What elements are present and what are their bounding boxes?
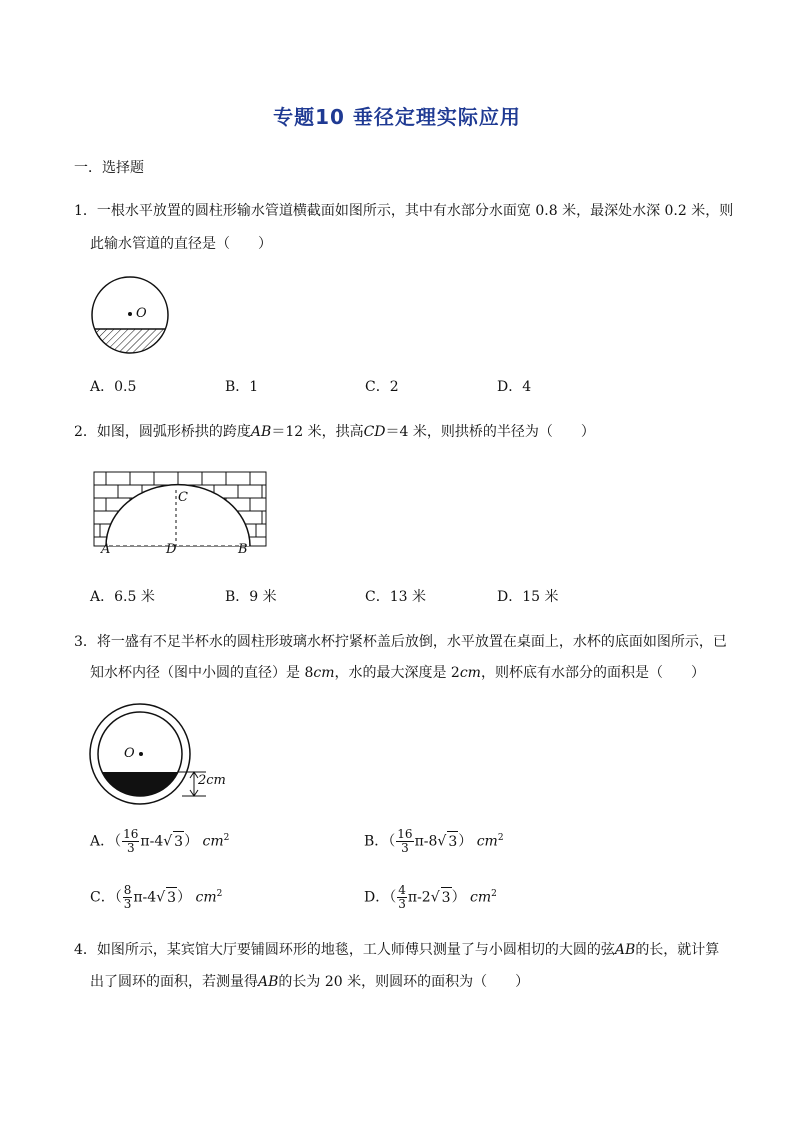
q2-text-part2: ＝12 米，拱高: [271, 424, 364, 440]
q4-text-part3: 出了圆环的面积，若测量得: [90, 974, 258, 990]
q3-unit-2: cm: [459, 665, 481, 681]
q3-unit-1: cm: [313, 665, 335, 681]
fraction: [397, 884, 407, 911]
q2-text-line1: [74, 422, 595, 442]
q1-option-b[interactable]: B．1: [225, 379, 259, 395]
q1-text-line1: 1．一根水平放置的圆柱形输水管道横截面如图所示，其中有水部分水面宽 0.8 米，最深处水深 0.2 米，则: [74, 203, 734, 219]
q4-text-part2: 的长，就计算: [635, 942, 720, 958]
q2-option-c[interactable]: C．13 米: [365, 589, 426, 605]
q3-text-part3: ，则杯底有水部分的面积是（ ）: [480, 665, 705, 681]
section-heading: 一．选择题: [74, 160, 144, 176]
q4-text-line2: [90, 972, 529, 992]
numerator: 16: [397, 827, 413, 842]
q3-option-b[interactable]: B．（ $\frac{16}{3}$ π-8√ 3） $cm^2$: [364, 827, 504, 856]
center-dot: [139, 752, 143, 756]
q2-label-c: C: [178, 490, 188, 505]
q2-text-part3: ＝4 米，则拱桥的半径为（ ）: [385, 424, 595, 440]
option-exponent: 2: [223, 833, 230, 843]
denominator: 3: [126, 841, 135, 856]
q1-center-label: O: [136, 306, 147, 321]
q2-text-part1: 2．如图，圆弧形桥拱的跨度: [74, 424, 251, 440]
option-mid: π-4: [140, 833, 164, 850]
numerator: 16: [123, 827, 139, 842]
q2-option-d[interactable]: D．15 米: [497, 589, 559, 605]
option-unit: cm: [202, 833, 224, 850]
q2-option-a[interactable]: A．6.5 米: [90, 589, 155, 605]
radicand: 3: [173, 831, 184, 852]
q3-text-part2: ，水的最大深度是 2: [334, 665, 460, 681]
denominator: 3: [398, 897, 406, 912]
fraction: [396, 828, 413, 855]
option-mid: π-8: [414, 833, 438, 850]
q2-label-d: D: [166, 542, 177, 557]
denominator: 3: [401, 841, 409, 856]
q3-text-line1: 3．将一盛有不足半杯水的圆柱形玻璃水杯拧紧杯盖后放倒，水平放置在桌面上，水杯的底面如图所示，已: [74, 634, 727, 650]
option-letter: A．（: [90, 833, 122, 850]
q1-pipe-figure: [90, 275, 170, 355]
page-title: 专题10 垂径定理实际应用: [273, 105, 521, 129]
q4-text-part1: 4．如图所示，某宾馆大厅要铺圆环形的地毯，工人师傅只测量了与小圆相切的大圆的弦: [74, 942, 615, 958]
q3-text-part1: 知水杯内径（图中小圆的直径）是 8: [90, 665, 314, 681]
q1-option-c[interactable]: C．2: [365, 379, 399, 395]
fraction: [123, 884, 133, 911]
denominator: 3: [123, 897, 132, 912]
option-mid: π-4: [133, 889, 157, 906]
option-exponent: 2: [497, 833, 504, 843]
q4-text-line1: [74, 940, 719, 960]
option-unit: cm: [470, 889, 492, 906]
q1-text-line2: 此输水管道的直径是（ ）: [90, 236, 272, 252]
q3-depth-label: 2cm: [198, 773, 226, 788]
q3-text-line2: [90, 663, 705, 683]
option-unit: cm: [195, 889, 217, 906]
q3-option-d[interactable]: D．（ $\frac{4}{3}$ π-2√ 3） $cm^2$: [364, 883, 497, 912]
q3-center-label: O: [124, 746, 135, 761]
numerator: 4: [398, 883, 406, 898]
radicand: 3: [166, 887, 177, 908]
q2-label-b: B: [238, 542, 248, 557]
fraction: [122, 828, 139, 855]
q2-cd: CD: [363, 424, 386, 440]
water-fill: [88, 772, 198, 812]
option-letter: D．（: [364, 889, 397, 906]
q4-ab: AB: [614, 942, 636, 958]
option-close: ）: [451, 889, 466, 906]
q2-label-a: A: [101, 542, 111, 557]
q2-option-b[interactable]: B．9 米: [225, 589, 277, 605]
option-unit: cm: [476, 833, 498, 850]
q3-cup-figure: [88, 702, 228, 812]
radicand: 3: [441, 887, 452, 908]
option-mid: π-2: [407, 889, 431, 906]
option-close: ）: [458, 833, 473, 850]
numerator: 8: [123, 883, 132, 898]
q4-ab-2: AB: [258, 974, 279, 990]
option-close: ）: [184, 833, 199, 850]
option-exponent: 2: [216, 889, 223, 899]
option-letter: B．（: [364, 833, 396, 850]
option-close: ）: [177, 889, 192, 906]
q3-option-a[interactable]: A．（ $\frac{16}{3}$ π-4√ 3） $cm^2$: [90, 827, 230, 856]
radicand: 3: [447, 831, 458, 852]
water-hatch: [90, 329, 170, 359]
q3-option-c[interactable]: C．（ $\frac{8}{3}$ π-4√ 3） $cm^2$: [90, 883, 223, 912]
center-dot: [128, 312, 132, 316]
q4-text-part4: 的长为 20 米，则圆环的面积为（ ）: [278, 974, 530, 990]
q2-ab: AB: [250, 424, 272, 440]
q1-option-d[interactable]: D．4: [497, 379, 532, 395]
option-exponent: 2: [491, 889, 497, 899]
option-letter: C．（: [90, 889, 122, 906]
q1-option-a[interactable]: A．0.5: [90, 379, 137, 395]
